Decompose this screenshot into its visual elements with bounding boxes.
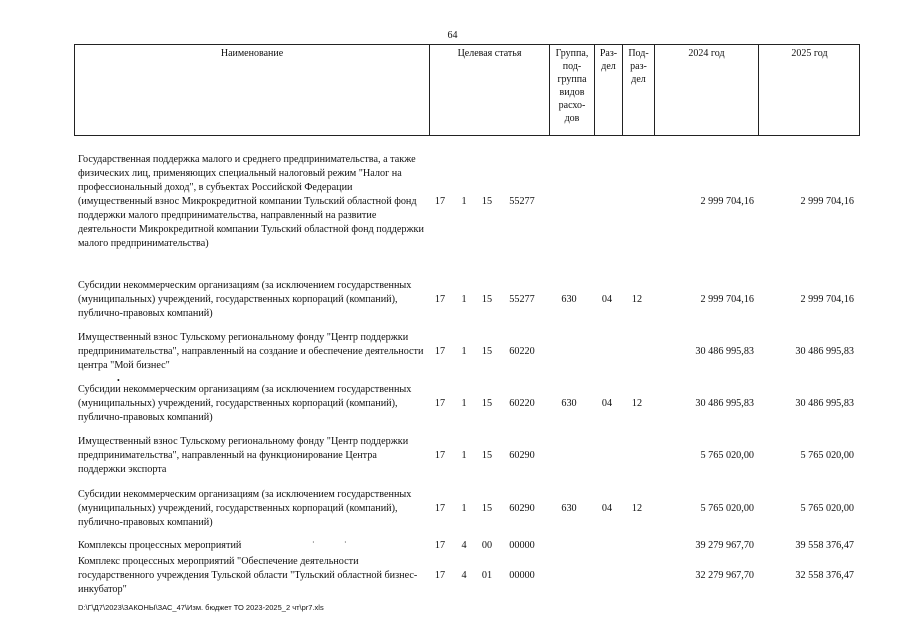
section-code: 04: [601, 398, 613, 409]
code-c: 15: [481, 196, 493, 207]
code-a: 17: [434, 570, 446, 581]
code-c: 15: [481, 398, 493, 409]
value-2024: 2 999 704,16: [700, 294, 754, 305]
value-2024: 32 279 967,70: [695, 570, 754, 581]
subsection-code: 12: [631, 294, 643, 305]
row-name: Государственная поддержка малого и среднего предпринимательства, а также физических лиц, применяющих специальный налоговый режим "Налог на профессиональный доход", в субъектах Российской Федерации (имущественный взнос Микрокредитной компании Тульский областной фонд поддержки малого предпринимательства, направленный на развитие деятельности Микрокредитной компании Тульский областной фонд поддержки малого предпринимательства): [78, 154, 424, 249]
code-d: 00000: [509, 540, 535, 551]
value-2025: 32 558 376,47: [795, 570, 854, 581]
group-code: 630: [561, 503, 577, 514]
header-section: Раз- дел: [594, 45, 622, 135]
code-b: 1: [461, 196, 467, 207]
code-a: 17: [434, 294, 446, 305]
value-2024: 5 765 020,00: [700, 450, 754, 461]
value-2025: 2 999 704,16: [800, 196, 854, 207]
section-code: 04: [601, 503, 613, 514]
code-d: 60220: [509, 346, 535, 357]
code-b: 4: [461, 570, 467, 581]
row-name: Комплексы процессных мероприятий: [78, 540, 242, 551]
code-c: 00: [481, 540, 493, 551]
code-d: 60220: [509, 398, 535, 409]
section-code: 04: [601, 294, 613, 305]
header-group: Группа, под- группа видов расхо- дов: [549, 45, 594, 135]
header-2025: 2025 год: [758, 45, 860, 135]
code-a: 17: [434, 398, 446, 409]
code-c: 01: [481, 570, 493, 581]
value-2024: 2 999 704,16: [700, 196, 754, 207]
group-code: 630: [561, 294, 577, 305]
code-b: 4: [461, 540, 467, 551]
code-d: 60290: [509, 503, 535, 514]
value-2024: 39 279 967,70: [695, 540, 754, 551]
value-2025: 5 765 020,00: [800, 450, 854, 461]
row-name: Субсидии некоммерческим организациям (за исключением государственных (муниципальных) учреждений, государственных корпораций (компаний), публично-правовых компаний): [78, 384, 412, 423]
subsection-code: 12: [631, 398, 643, 409]
header-subsection: Под- раз- дел: [622, 45, 654, 135]
row-name: Имущественный взнос Тульскому региональному фонду "Центр поддержки предпринимательства", направленный на создание и обеспечение деятельности центра "Мой бизнес": [78, 332, 424, 371]
value-2025: 39 558 376,47: [795, 540, 854, 551]
value-2024: 30 486 995,83: [695, 398, 754, 409]
header-target: Целевая статья: [429, 45, 549, 135]
code-a: 17: [434, 503, 446, 514]
code-c: 15: [481, 503, 493, 514]
code-d: 55277: [509, 196, 535, 207]
value-2024: 30 486 995,83: [695, 346, 754, 357]
value-2025: 2 999 704,16: [800, 294, 854, 305]
code-d: 55277: [509, 294, 535, 305]
value-2025: 30 486 995,83: [795, 398, 854, 409]
table-header: [74, 44, 860, 136]
row-name: Комплекс процессных мероприятий "Обеспечение деятельности государственного учреждения Тульской области "Тульский областной бизнес-инкубатор": [78, 556, 418, 595]
code-a: 17: [434, 346, 446, 357]
row-name: Имущественный взнос Тульскому региональному фонду "Центр поддержки предпринимательства", направленный на функционирование Центра поддержки экспорта: [78, 436, 409, 475]
subsection-code: 12: [631, 503, 643, 514]
header-name: Наименование: [220, 48, 284, 59]
code-a: 17: [434, 196, 446, 207]
row-name: Субсидии некоммерческим организациям (за исключением государственных (муниципальных) учреждений, государственных корпораций (компаний), публично-правовых компаний): [78, 489, 412, 528]
value-2025: 5 765 020,00: [800, 503, 854, 514]
group-code: 630: [561, 398, 577, 409]
value-2025: 30 486 995,83: [795, 346, 854, 357]
code-d: 60290: [509, 450, 535, 461]
code-b: 1: [461, 503, 467, 514]
code-c: 15: [481, 346, 493, 357]
file-path-footer: D:\Г\Д7\2023\ЗАКОНЫ\ЗАС_47\Изм. бюджет ТО 2023-2025_2 чт\pr7.xls: [78, 603, 324, 612]
stray-mark: ·: [312, 538, 315, 547]
value-2024: 5 765 020,00: [700, 503, 754, 514]
stray-mark: •: [117, 376, 120, 385]
row-name: Субсидии некоммерческим организациям (за исключением государственных (муниципальных) учреждений, государственных корпораций (компаний), публично-правовых компаний): [78, 280, 412, 319]
stray-mark: ·: [344, 538, 347, 547]
code-b: 1: [461, 294, 467, 305]
code-a: 17: [434, 540, 446, 551]
code-c: 15: [481, 294, 493, 305]
code-a: 17: [434, 450, 446, 461]
code-c: 15: [481, 450, 493, 461]
page-number: 64: [447, 30, 458, 41]
code-b: 1: [461, 398, 467, 409]
header-2024: 2024 год: [654, 45, 758, 135]
code-b: 1: [461, 346, 467, 357]
code-b: 1: [461, 450, 467, 461]
code-d: 00000: [509, 570, 535, 581]
